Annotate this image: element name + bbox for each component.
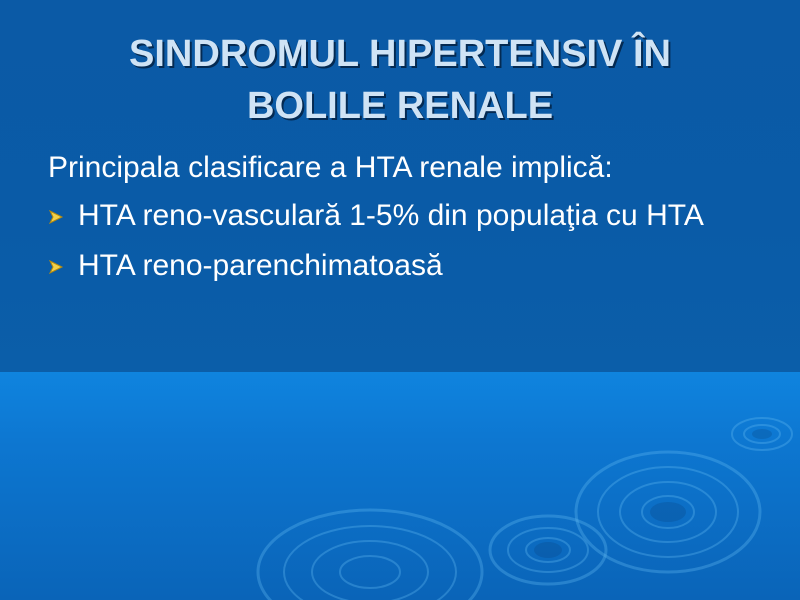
intro-text: Principala clasificare a HTA renale implică: bbox=[48, 151, 613, 184]
bullet-item bbox=[48, 244, 768, 288]
water-ripples-decoration bbox=[0, 372, 800, 600]
slide-body bbox=[48, 146, 768, 294]
arrow-bullet-icon bbox=[48, 259, 64, 275]
bullet-item bbox=[48, 194, 768, 238]
arrow-bullet-icon bbox=[48, 209, 64, 225]
bullet-text: HTA reno-parenchimatoasă bbox=[78, 249, 443, 282]
slide-title-line-2: BOLILE RENALE bbox=[246, 85, 554, 127]
bullet-text: HTA reno-vasculară 1-5% din populaţia cu HTA bbox=[78, 199, 704, 232]
slide-title-line-1: SINDROMUL HIPERTENSIV ÎN bbox=[129, 33, 671, 75]
bullet-list bbox=[48, 194, 768, 288]
slide-title bbox=[20, 28, 780, 132]
